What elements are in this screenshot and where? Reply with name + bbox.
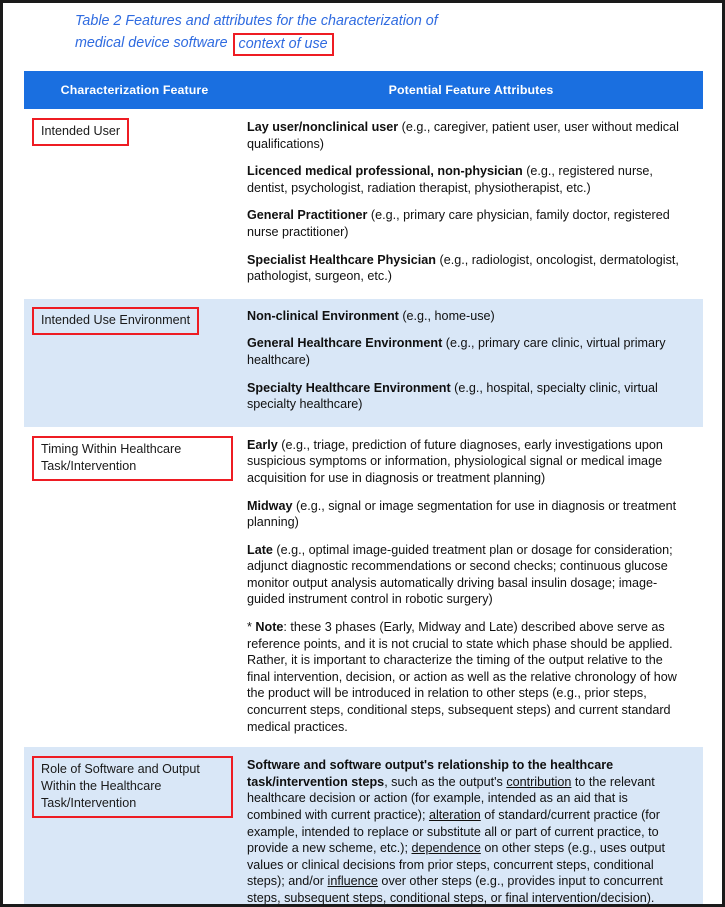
- attribute-detail: on other steps (e.g., uses output values or clinical decisions from prior steps, concurrent steps, conditional steps); and/or: [247, 841, 665, 889]
- attribute-underlined-contribution: contribution: [506, 774, 572, 789]
- attribute-underlined-influence: influence: [327, 874, 378, 889]
- table-row: [24, 427, 703, 748]
- attribute-detail: (e.g., triage, prediction of future diagnoses, early investigations upon suspicious symptoms or information, physiological signal or medical image acquisition for use in diagnosis or treatment planning): [247, 437, 663, 485]
- column-header-characterization-feature: Characterization Feature: [60, 83, 209, 97]
- caption-line-2-prefix: medical device software: [75, 35, 232, 51]
- caption-line-1: Table 2 Features and attributes for the characterization of: [75, 13, 438, 29]
- attribute-term: General Practitioner: [247, 208, 368, 223]
- attribute-detail: over other steps (e.g., provides input to concurrent steps, subsequent steps, conditional steps, or final intervention/decision).: [247, 874, 663, 905]
- attributes-cell: [239, 747, 703, 907]
- table-caption: [75, 11, 635, 55]
- caption-highlight-context-of-use: context of use: [233, 33, 334, 56]
- feature-cell: [24, 109, 239, 158]
- attribute-term: Early: [247, 437, 278, 452]
- table-row: [24, 747, 703, 907]
- attribute-item: [247, 163, 685, 196]
- attributes-cell: [239, 109, 703, 299]
- feature-label-intended-use-environment: Intended Use Environment: [32, 307, 199, 335]
- attribute-detail: (e.g., radiologist, oncologist, dermatologist, pathologist, surgeon, etc.): [247, 252, 679, 284]
- feature-label-timing-within-healthcare-task: Timing Within Healthcare Task/Intervention: [32, 436, 233, 481]
- attribute-item: [247, 335, 685, 368]
- table-row: [24, 109, 703, 299]
- table-header-row: [24, 71, 703, 109]
- note-term: Note: [255, 620, 284, 635]
- attribute-item: [247, 757, 685, 906]
- attribute-detail: (e.g., caregiver, patient user, user without medical qualifications): [247, 120, 679, 151]
- note-detail: : these 3 phases (Early, Midway and Late) described above serve as reference points, and it is not crucial to state which phase should be applied. Rather, it is important to characterize the timing of the output relative to the final intervention, decision, or action as well as the relative chronology of how the product will be introduced in relation to other steps (e.g., prior steps, concurrent steps, conditional steps, subsequent steps) and current standard medical practices.: [247, 620, 677, 734]
- attribute-term: Software and software output's relationship to the healthcare task/intervention steps: [247, 758, 614, 789]
- column-header-potential-feature-attributes: Potential Feature Attributes: [388, 83, 554, 97]
- features-attributes-table: [24, 71, 703, 907]
- attribute-detail: (e.g., home-use): [398, 308, 495, 323]
- attribute-term: Midway: [247, 498, 293, 513]
- attribute-term: General Healthcare Environment: [247, 336, 443, 351]
- attribute-item: [247, 119, 685, 152]
- attribute-item: [247, 380, 685, 413]
- attribute-detail: (e.g., primary care clinic, virtual primary healthcare): [247, 336, 666, 367]
- attribute-detail: (e.g., signal or image segmentation for use in diagnosis or treatment planning): [247, 498, 677, 530]
- feature-cell: [24, 427, 239, 493]
- attributes-cell: [239, 427, 703, 748]
- feature-cell: [24, 299, 239, 347]
- feature-cell: [24, 747, 239, 830]
- attribute-item: [247, 498, 685, 531]
- attribute-detail: of standard/current practice (for example, intended to replace or substitute all or part of current practice, to provide a new scheme, etc.);: [247, 808, 660, 856]
- table-row: [24, 299, 703, 427]
- attribute-detail: (e.g., optimal image-guided treatment plan or dosage for consideration; adjunct diagnostic recommendations or second checks; continuous glucose monitor output analysis automatically driving basal insulin dosage; image-guided instrument control in robotic surgery): [247, 542, 673, 607]
- feature-label-intended-user: Intended User: [32, 118, 129, 146]
- attribute-item: [247, 207, 685, 240]
- attribute-term: Late: [247, 542, 273, 557]
- attribute-underlined-dependence: dependence: [411, 841, 481, 856]
- attribute-item: [247, 308, 685, 325]
- attribute-item: [247, 252, 685, 285]
- attribute-detail: (e.g., registered nurse, dentist, psychologist, radiation therapist, physiotherapist, etc.): [247, 164, 653, 195]
- attribute-detail: to the relevant healthcare decision or action (for example, intended as an aid that is combined with current practice);: [247, 774, 655, 822]
- attribute-term: Lay user/nonclinical user: [247, 120, 399, 134]
- attribute-term: Specialist Healthcare Physician: [247, 252, 436, 267]
- attribute-term: Non-clinical Environment: [247, 308, 399, 323]
- attribute-detail: (e.g., primary care physician, family doctor, registered nurse practitioner): [247, 208, 670, 239]
- caption-line-2: [75, 32, 635, 55]
- attributes-cell: [239, 299, 703, 427]
- attribute-term: Specialty Healthcare Environment: [247, 380, 451, 395]
- attribute-term: Licenced medical professional, non-physician: [247, 164, 523, 179]
- attribute-item: [247, 542, 685, 608]
- attribute-detail: (e.g., hospital, specialty clinic, virtual specialty healthcare): [247, 380, 658, 412]
- attribute-note: [247, 619, 685, 735]
- feature-label-role-of-software-and-output: Role of Software and Output Within the Healthcare Task/Intervention: [32, 756, 233, 818]
- attribute-detail: , such as the output's: [384, 774, 507, 789]
- note-asterisk: *: [247, 620, 256, 635]
- attribute-item: [247, 437, 685, 487]
- attribute-underlined-alteration: alteration: [428, 808, 481, 822]
